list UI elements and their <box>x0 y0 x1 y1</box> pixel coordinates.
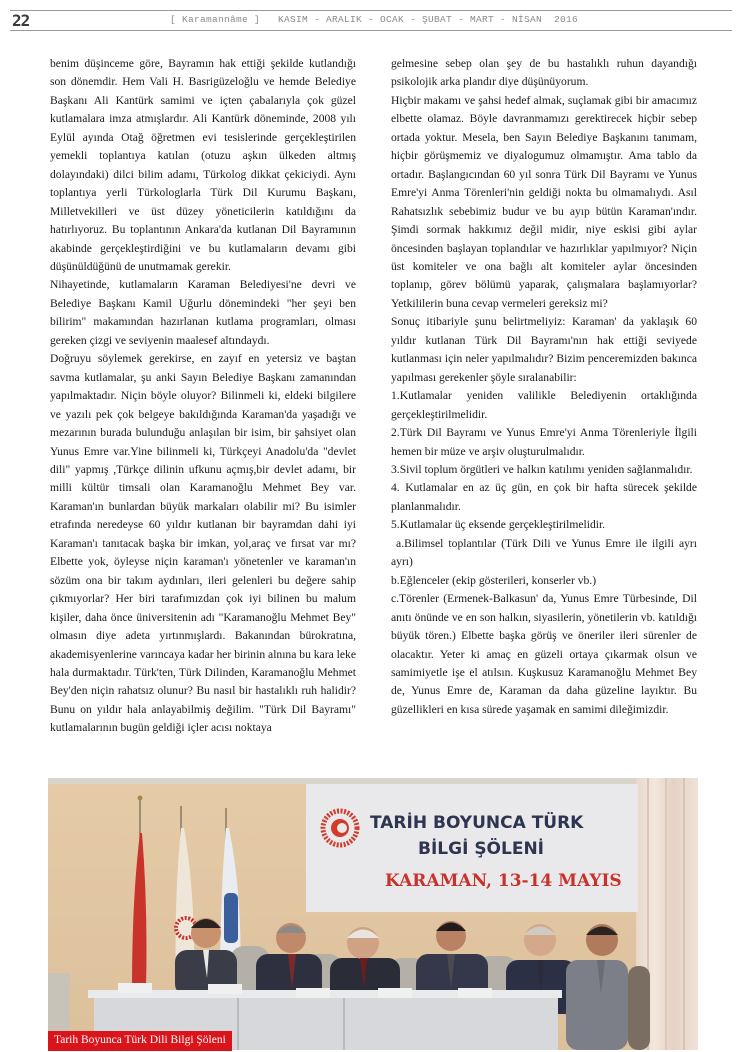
banner-line1: TARİH BOYUNCA TÜRK <box>370 813 584 833</box>
paragraph: Doğruyu söylemek gerekirse, en zayıf en yetersiz ve baştan savma kutlamalar, şu anki Sayın Belediye Başkanı zamanından yapılmaktadır. Niçin böyle oluyor? Bilinmeli ki, eldeki bilgilere ve yazılı pek çok belgeye bakıldığında Karaman'da yaşadığı ve mezarının burada bulunduğu anlaşılan bir isim, bir şahsiyet olan Yunus Emre var.Yine bilinmeli ki, Türkçeyi Anadolu'da "devlet dili" yapmış ,Türkçe dilinin ufkunu açmış,bir devlet adamı, bir milli kültür timsali olan Karamanoğlu Mehmet Bey var. Karaman'ın bunlardan büyük markaları olabilir mi? Bu isimler etrafında neredeyse 60 yıldır kutlanan bir bayramdan dahi iyi Karaman'ı tanıtacak başka bir imkan, yol,araç ve fırsat var mı? Elbette yok, öyleyse niçin karaman'ı yönetenler ve karaman'ın sözüm ona bir takım aydınları, ileri gelenleri bu değere sahip çıkmıyorlar? Her biri tarafımızdan çok iyi bilinen bu malum kişiler, daha önce üniversitenin adı "Karamanoğlu Mehmet Bey" olmasın diye adeta yırtınmışlardı. Bakanından bürokratına, akademisyenlerine varıncaya kadar her birinin alnına bu kara leke hala durmaktadır. Türk'ten, Türk Dilinden, Karamanoğlu Mehmet Bey'den niçin rahatsız olunur? Bu nasıl bir hastalıklı ruh halidir? Bunu on yıldır hala anlayabilmiş değilim. "Türk Dil Bayramı" kutlamalarının bugün geldiği içler acısı noktaya <box>50 352 356 735</box>
list-item: 3.Sivil toplum örgütleri ve halkın katılımı yeniden sağlanmalıdır. <box>391 462 693 476</box>
paragraph: Sonuç itibariyle şunu belirtmeliyiz: Karaman' da yaklaşık 60 yıldır kutlanan Türk Dil Bayramı'nın hak ettiği seviyede kutlanması için neler yapılmalıdır? Bizim penceremizden bakınca yapılması gerekenler şöyle sıralanabilir: <box>391 315 697 384</box>
header-rule-bottom <box>10 30 732 31</box>
paragraph: gelmesine sebep olan şey de bu hastalıklı ruhun dayandığı psikolojik arka plandır diye düşünüyorum. <box>391 57 697 89</box>
running-head: [ Karamannâme ] KASIM - ARALIK - OCAK - ŞUBAT - MART - NİSAN 2016 <box>170 14 579 25</box>
right-column <box>391 55 700 719</box>
paragraph: benim düşinceme göre, Bayramın hak ettiği şekilde kutlandığı son dönemdir. Hem Vali H. Basrigüzeloğlu ve hemde Belediye Başkanı Ali Kantürk samimi ve içten çabalarıyla çok güzel kutlamalara imza atmışlardır. Ali Kantürk döneminde, 2008 yılı Eylül ayında Otağ öğretmen evi tesislerinde gerçekleştirilen yemekli toplantıya katılan (otuzu aşkın ülkeden altmış dolayındaki) dilci bilim adamı, Türkolog dikkat çekiciydi. Aynı toplantıya yerli Türkologlarla Türk Dil Kurumu Başkanı, Milletvekilleri ve üst düzey yöneticilerin katıldığını da hatırlıyoruz. Bu toplantının Ankara'da kutlanan Dil Bayramının akabinde gerçekleştirdiğini ve bu kutlamaların devamı gibi düşünüldüğünü de unutmamak gerekir. <box>50 57 356 273</box>
banner-line3: KARAMAN, 13-14 MAYIS <box>385 871 622 891</box>
list-subitem: a.Bilimsel toplantılar (Türk Dili ve Yunus Emre ile ilgili ayrı ayrı) <box>391 536 700 569</box>
list-item: 2.Türk Dil Bayramı ve Yunus Emre'yi Anma Törenleriyle İlgili hemen bir müze ve arşiv oluşturulmalıdır. <box>391 426 697 458</box>
paragraph: Hiçbir makamı ve şahsi hedef almak, suçlamak gibi bir amacımız elbette olamaz. Böyle davranmamızı gerektirecek hiçbir sebep ortada yoktur. Mesela, ben Sayın Belediye Başkanını tanımam, hiçbir görüşmemiz ve diyalogumuz olmamıştır. Ama tablo da ortadır. Başlangıcından 60 yıl sonra Türk Dil Bayramı ve Yunus Emre'yi Anma Törenleri'nin geldiği nokta bu olmamalıydı. Asıl Rahatsızlık sebebimiz budur ve bu ayıp bütün Karaman'ındır. Şimdi sormak hakkımız değil midir, niye eskisi gibi aylar öncesinden başlayan toplandılar ve hazırlıklar yapılmıyor? Niçin üst komiteler ve ona bağlı alt komiteler aylar öncesinden toplanıp, görev bölümü yaparak, çalışmalara başlamıyorlar? Yetkililerin buna cevap vermeleri gereksiz mi? <box>391 93 697 310</box>
list-subitem: b.Eğlenceler (ekip gösterileri, konserler vb.) <box>391 573 597 587</box>
event-photo <box>48 778 698 1050</box>
event-photo-illustration <box>48 778 698 1050</box>
list-item: 4. Kutlamalar en az üç gün, en çok bir hafta sürecek şekilde planlanmalıdır. <box>391 481 697 513</box>
header-rule-top <box>10 10 732 11</box>
list-subitem: c.Törenler (Ermenek-Balkasun' da, Yunus Emre Türbesinde, Dil anıtı önünde ve en son halkın, siyasilerin, yönetilerin vb. katıldığı büyük tören.) Elbette başka görüş ve öneriler ileri sürenler de olacaktır. Yeter ki amaç en güzeli ortaya çıkarmak olsun ve samimiyetle işe el atılsın. Kuşkusuz Karamanoğlu Mehmet Bey de, Yunus Emre de, Karaman da daha güzeline layıktır. Bu güzellikleri en kısa sürede yaşamak en samimi dileğimizdir. <box>391 592 697 716</box>
left-column <box>50 55 356 738</box>
paragraph: Nihayetinde, kutlamaların Karaman Belediyesi'ne devri ve Belediye Başkanı Kamil Uğurlu dönemindeki "her şeyi ben bilirim" makamından hazırlanan kutlama programları, olması gereken çizgi ve seviyenin maalesef altındaydı. <box>50 278 356 347</box>
banner <box>306 784 638 912</box>
list-item: 1.Kutlamalar yeniden valilikle Belediyenin ortaklığında gerçekleştirilmelidir. <box>391 389 697 421</box>
banner-line2: BİLGİ ŞÖLENİ <box>418 839 545 859</box>
page-number: 22 <box>12 11 30 30</box>
list-item: 5.Kutlamalar üç eksende gerçekleştirilmelidir. <box>391 518 606 532</box>
photo-caption: Tarih Boyunca Türk Dili Bilgi Şöleni <box>48 1031 232 1051</box>
